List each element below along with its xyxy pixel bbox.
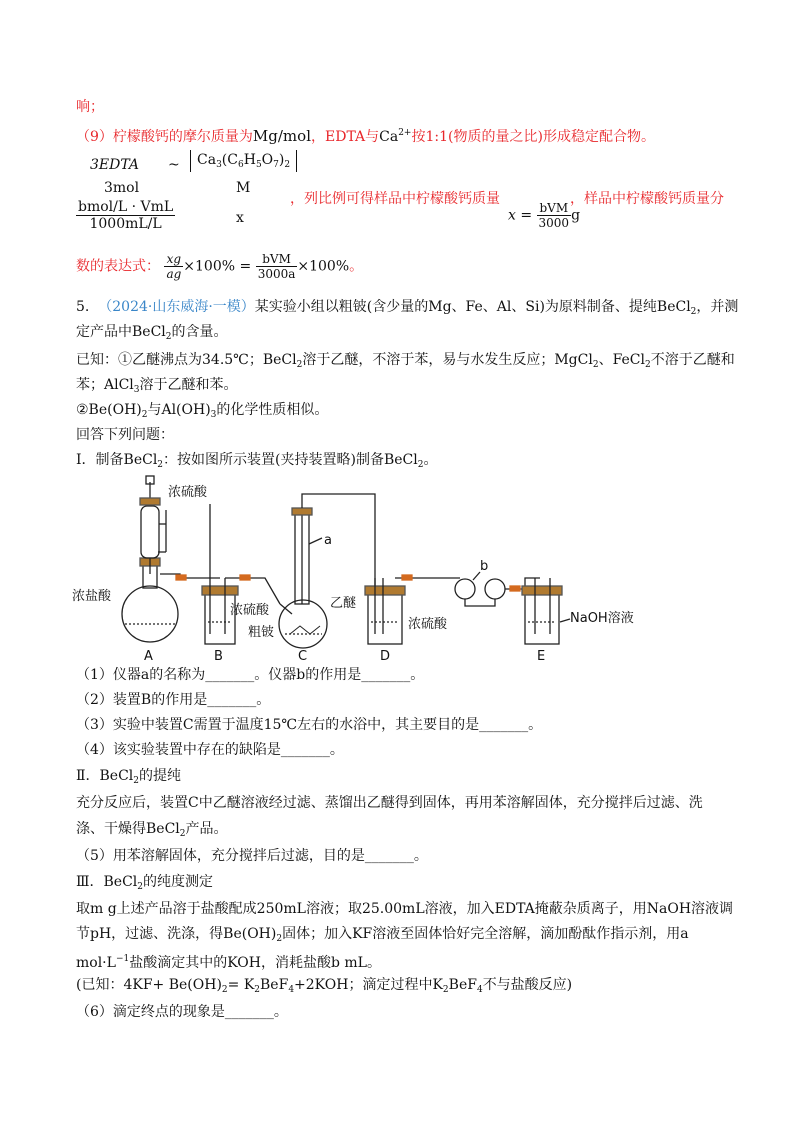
x-expression	[508, 201, 580, 230]
part1-sub-b: 2	[417, 460, 424, 470]
part2-line1: 充分反应后，装置C中乙醚溶液经过滤、蒸馏出乙醚得到固体，再用苯溶解固体，充分搅拌后过滤、洗	[76, 795, 703, 811]
question-5: （5）用苯溶解固体，充分搅拌后过滤，目的是_______。	[76, 848, 428, 864]
label-cube: 粗铍	[248, 625, 275, 640]
q5-known-line1	[76, 349, 735, 376]
p3-line4b: = K	[227, 977, 255, 993]
label-A: A	[144, 649, 153, 664]
label-C: C	[298, 649, 308, 664]
bottle-b	[202, 504, 280, 644]
label-b: b	[480, 559, 489, 574]
part1-heading	[76, 449, 437, 476]
part3-line1: 取m g上述产品溶于盐酸配成250mL溶液；取25.00mL溶液，加入EDTA掩蔽杂质离子，用NaOH溶液调	[76, 901, 734, 917]
p3-line4-sub-e: 4	[476, 985, 483, 995]
eq-ca: Ca	[197, 152, 217, 168]
row3-right: x	[236, 210, 244, 226]
flask-c	[279, 494, 375, 648]
known1-sub-c: 2	[645, 360, 651, 370]
label-nongliusuan-d: 浓硫酸	[408, 617, 448, 632]
label-nongliusuan-b: 浓硫酸	[230, 603, 270, 618]
question-4: （4）该实验装置中存在的缺陷是_______。	[76, 742, 344, 758]
q5-stem2-end: 的含量。	[171, 324, 228, 340]
q5-known-line3	[76, 399, 328, 426]
known1d: 不溶于乙醚和	[650, 352, 735, 368]
bottle-d	[365, 575, 460, 644]
known2b: 溶于乙醚和苯。	[139, 377, 238, 393]
eq-close: )	[278, 152, 285, 168]
q5-number: 5.	[76, 299, 90, 315]
p3-line4a: (已知：4KF+ Be(OH)	[76, 977, 222, 993]
expr-num1: xg	[164, 252, 183, 267]
expr-period: 。	[349, 258, 364, 275]
x-num: bVM	[537, 201, 572, 216]
eq-sub5: 5	[255, 160, 262, 170]
label-D: D	[380, 649, 391, 664]
part3-line2	[76, 923, 689, 950]
part1b: ：按如图所示装置(夹持装置略)制备BeCl	[163, 452, 418, 468]
part2b: 的提纯	[139, 768, 182, 784]
eq-inner: (C	[221, 152, 238, 168]
expr-den2: 3000a	[257, 267, 296, 281]
row3-fraction	[76, 199, 175, 232]
part2a: Ⅱ．BeCl	[76, 768, 134, 784]
known2-sub: 3	[133, 385, 140, 395]
q5-stem1: 某实验小组以粗铍(含少量的Mg、Fe、Al、Si)为原料制备、提纯BeCl	[254, 299, 691, 315]
p3-line3b: 盐酸滴定其中的KOH，消耗盐酸b mL。	[129, 955, 381, 971]
part2-heading	[76, 765, 181, 792]
known1b: 溶于乙醚，不溶于苯，易与水发生反应；MgCl	[302, 352, 593, 368]
p2-line2-sub: 2	[179, 829, 186, 839]
part1a: Ⅰ．制备BeCl	[76, 452, 158, 468]
q5-source: （2024·山东威海·一模）	[98, 299, 255, 315]
known3-sub-b: 3	[210, 410, 217, 420]
p3-line4c: BeF	[260, 977, 289, 993]
answer-prompt: 回答下列问题：	[76, 427, 174, 443]
q9-ratio: 按1:1	[411, 129, 449, 145]
bottle-e	[522, 578, 570, 644]
q9-ion: Ca	[379, 129, 399, 145]
x-fraction	[537, 201, 572, 230]
x-eq: x =	[508, 207, 533, 224]
p2-line2a: 涤、干燥得BeCl	[76, 821, 180, 837]
p3-line4-sub-b: 2	[254, 985, 261, 995]
p3-line4-sub-c: 4	[288, 985, 295, 995]
known1a: 已知：①乙醚沸点为34.5℃；BeCl	[76, 352, 297, 368]
q5-stem-line1	[76, 296, 738, 323]
q9-unit: Mg/mol	[252, 127, 311, 145]
q5-stem1-end: ，并测	[696, 299, 739, 315]
eq-sub6: 6	[237, 160, 244, 170]
p3-line3a: mol·L	[76, 955, 116, 971]
eq-tilde: ~	[168, 157, 180, 173]
q9-prefix: （9）柠檬酸钙的摩尔质量为	[76, 129, 253, 145]
eq-right	[190, 150, 297, 172]
eq-sub3: 3	[216, 160, 222, 170]
part3a: Ⅲ．BeCl	[76, 874, 138, 890]
q5-known-line2	[76, 374, 238, 401]
row2-right: M	[236, 180, 251, 196]
question-1: （1）仪器a的名称为_______。仪器b的作用是_______。	[76, 667, 425, 683]
p3-line4d: +2KOH；滴定过程中K	[294, 977, 443, 993]
label-nongyansuan: 浓盐酸	[72, 589, 112, 604]
part2-line2	[76, 818, 228, 845]
q9-suffix: (物质的量之比)形成稳定配合物。	[448, 129, 655, 145]
eq-h: H	[243, 152, 256, 168]
row3-num: bmol/L · VmL	[78, 199, 174, 215]
q5-stem1-sub: 2	[690, 307, 697, 317]
p3-line4f: 不与盐酸反应)	[482, 977, 573, 993]
expr-frac2	[256, 252, 298, 281]
answer-line-0: 响；	[76, 99, 104, 115]
expr-frac1	[164, 252, 183, 281]
label-nongliusuan-top: 浓硫酸	[168, 485, 208, 500]
known1-sub-b: 2	[592, 360, 599, 370]
mass-text: ，样品中柠檬酸钙质量分	[570, 191, 724, 207]
known3b: 与Al(OH)	[147, 402, 211, 418]
expr-prefix: 数的表达式：	[76, 258, 160, 275]
eq-left: 3EDTA	[90, 157, 140, 173]
apparatus-diagram	[70, 474, 690, 664]
known3-sub-a: 2	[141, 410, 148, 420]
label-B: B	[214, 649, 223, 664]
expr-line	[76, 252, 363, 281]
known2a: 苯；AlCl	[76, 377, 134, 393]
expr-den1: ag	[166, 267, 182, 281]
label-naoh: NaOH溶液	[570, 611, 634, 626]
part1-sub-a: 2	[157, 460, 164, 470]
known3c: 的化学性质相似。	[216, 402, 329, 418]
question-6: （6）滴定终点的现象是_______。	[76, 1004, 288, 1020]
p2-line2b: 产品。	[185, 821, 228, 837]
p3-line4-sub-a: 2	[221, 985, 228, 995]
question-2: （2）装置B的作用是_______。	[76, 692, 271, 708]
expr-end: ×100%	[297, 258, 350, 275]
part3-line3	[76, 948, 381, 974]
p3-line3-sup: −1	[115, 954, 130, 964]
p3-line2-sub: 2	[276, 934, 283, 944]
part3b: 的纯度测定	[143, 874, 213, 890]
x-den: 3000	[538, 216, 570, 230]
answer-q9-line	[76, 122, 655, 148]
label-yimi: 乙醚	[330, 596, 357, 611]
question-3: （3）实验中装置C需置于温度15℃左右的水浴中，其主要目的是_______。	[76, 717, 543, 733]
p3-line2a: 节pH，过滤、洗涤，得Be(OH)	[76, 926, 277, 942]
part1c: 。	[423, 452, 438, 468]
expr-num2: bVM	[256, 252, 298, 267]
q9-mid: ，EDTA与	[311, 129, 380, 145]
label-a: a	[324, 533, 332, 548]
row3-den: 1000mL/L	[89, 216, 162, 232]
eq-sub7: 7	[273, 160, 279, 170]
p3-line2b: 固体；加入KF溶液至固体恰好完全溶解，滴加酚酞作指示剂，用a	[282, 926, 689, 942]
q5-stem-line2	[76, 321, 228, 348]
part3-heading	[76, 871, 213, 898]
eq-o: O	[261, 152, 274, 168]
known1-sub-a: 2	[296, 360, 303, 370]
p3-line4e: BeF	[448, 977, 477, 993]
x-unit: g	[571, 207, 581, 224]
known3a: ②Be(OH)	[76, 402, 142, 418]
part3-sub: 2	[137, 882, 143, 892]
row2-left: 3mol	[104, 180, 140, 196]
part2-sub: 2	[133, 776, 140, 786]
q9-ion-charge: 2+	[398, 128, 412, 138]
label-E: E	[537, 649, 546, 664]
part3-line4	[76, 974, 572, 1001]
eq-sub2: 2	[284, 160, 291, 170]
ratio-text: ，列比例可得样品中柠檬酸钙质量	[290, 191, 500, 207]
p3-line4-sub-d: 2	[442, 985, 449, 995]
expr-mid: ×100% =	[183, 258, 252, 275]
q5-stem2: 定产品中BeCl	[76, 324, 166, 340]
q5-stem2-sub: 2	[165, 332, 172, 342]
known1c: 、FeCl	[598, 352, 646, 368]
